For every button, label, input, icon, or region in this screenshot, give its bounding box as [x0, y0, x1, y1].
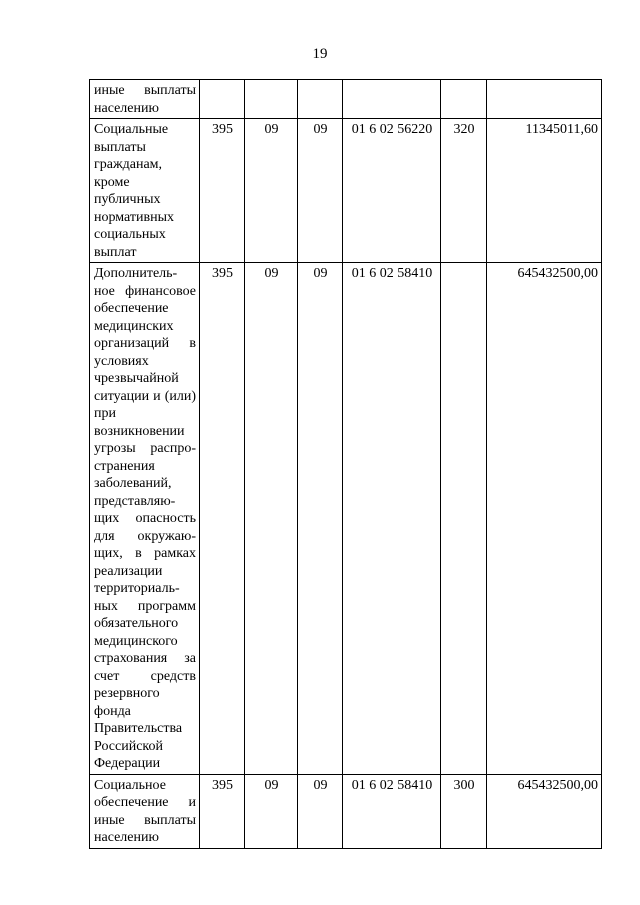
row-name: Социальное обеспечение и иные выплаты населению [90, 774, 200, 848]
row-target: 01 6 02 58410 [343, 263, 441, 775]
row-expense-type [441, 263, 487, 775]
row-name: Дополнитель-ное финансовое обеспечение медицинских организаций в условиях чрезвычайной ситуации и (или) при возникновении угрозы распро-странения заболеваний, представляю-щих опасность для окружаю-щих, в рамках реализации территориаль-ных программ обязательного медицинского страхования за счет средств резервного фонда Правительства Российской Федерации [90, 263, 200, 775]
row-expense-type [441, 80, 487, 119]
table-row [90, 119, 602, 263]
table-row [90, 263, 602, 775]
row-expense-type: 320 [441, 119, 487, 263]
row-subsection: 09 [298, 263, 343, 775]
row-section: 09 [245, 119, 298, 263]
page-number: 19 [312, 46, 328, 62]
row-amount: 645432500,00 [487, 263, 602, 775]
table-row [90, 80, 602, 119]
row-amount [487, 80, 602, 119]
row-expense-type: 300 [441, 774, 487, 848]
row-name: Социальные выплаты гражданам, кроме публичных нормативных социальных выплат [90, 119, 200, 263]
row-target: 01 6 02 56220 [343, 119, 441, 263]
row-section [245, 80, 298, 119]
row-amount: 645432500,00 [487, 774, 602, 848]
row-subsection [298, 80, 343, 119]
row-section: 09 [245, 774, 298, 848]
row-subsection: 09 [298, 774, 343, 848]
row-code [200, 80, 245, 119]
row-code: 395 [200, 263, 245, 775]
row-subsection: 09 [298, 119, 343, 263]
row-section: 09 [245, 263, 298, 775]
row-target: 01 6 02 58410 [343, 774, 441, 848]
row-amount: 11345011,60 [487, 119, 602, 263]
row-code: 395 [200, 119, 245, 263]
table-row [90, 774, 602, 848]
row-code: 395 [200, 774, 245, 848]
row-target [343, 80, 441, 119]
row-name: иные выплаты населению [90, 80, 200, 119]
budget-table [89, 79, 602, 849]
